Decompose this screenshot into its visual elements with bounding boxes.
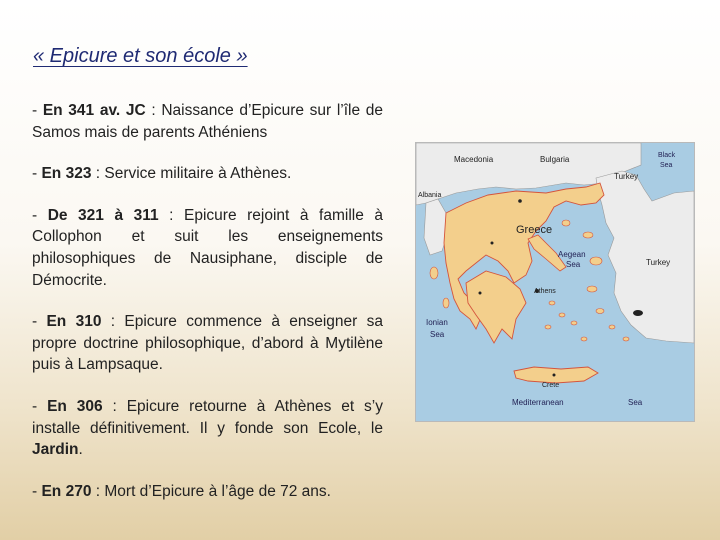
timeline-item <box>32 481 383 503</box>
timeline-prefix: - <box>32 165 42 183</box>
greece-map-svg <box>416 143 694 421</box>
label-ionian: Ionian <box>426 318 448 327</box>
timeline-text: : Mort d’Epicure à l’âge de 72 ans. <box>91 482 331 500</box>
page-title: « Epicure et son école » <box>33 45 248 67</box>
label-mediterranean-sea: Sea <box>628 398 643 407</box>
label-ionian-sea: Sea <box>430 330 445 339</box>
timeline-date: En 310 <box>46 313 102 331</box>
timeline-keyword: Jardin <box>32 441 79 459</box>
label-turkey-east: Turkey <box>646 258 671 267</box>
timeline-text: : Epicure rejoint à famille à Collophon et suit les enseignements philosophiques de Nausiphane, disciple de Démocrite. <box>32 206 383 289</box>
label-albania: Albania <box>418 192 442 199</box>
timeline-date: De 321 à 311 <box>47 206 159 224</box>
city-dot <box>518 199 522 203</box>
timeline-prefix: - <box>32 482 42 500</box>
timeline-prefix: - <box>32 206 48 224</box>
rhodes-marker <box>633 310 643 316</box>
island <box>623 337 629 341</box>
timeline-item <box>32 311 383 376</box>
timeline-item <box>32 163 383 185</box>
label-black-sea: Sea <box>660 162 673 169</box>
island <box>549 301 555 305</box>
timeline-date: En 323 <box>41 165 92 183</box>
ionian-island <box>443 298 449 308</box>
island <box>581 337 587 341</box>
label-greece: Greece <box>516 224 553 236</box>
label-black: Black <box>658 152 676 159</box>
label-turkey-north: Turkey <box>614 172 639 181</box>
timeline-item <box>32 205 383 291</box>
timeline-date: En 306 <box>47 397 103 415</box>
greece-map <box>415 142 695 422</box>
timeline-text: : Naissance d’Epicure sur l’île de Samos mais de parents Athéniens <box>32 102 383 141</box>
timeline-text: : Epicure retourne à Athènes et s’y installe définitivement. Il y fonde son Ecole, le <box>32 397 383 437</box>
label-athens: Athens <box>534 288 556 295</box>
corfu-island <box>430 267 438 279</box>
label-aegean: Aegean <box>558 250 586 259</box>
city-dot <box>553 374 556 377</box>
samos-island <box>596 309 604 314</box>
chios-island <box>587 286 597 292</box>
city-dot <box>479 292 482 295</box>
island <box>562 220 570 226</box>
timeline-prefix: - <box>32 397 48 415</box>
island <box>583 232 593 238</box>
crete-island <box>514 367 598 383</box>
timeline <box>32 100 383 522</box>
island <box>609 325 615 329</box>
label-mediterranean: Mediterranean <box>512 398 564 407</box>
label-macedonia: Macedonia <box>454 155 494 164</box>
timeline-text: : Service militaire à Athènes. <box>91 165 292 183</box>
island <box>559 313 565 317</box>
timeline-item <box>32 396 383 461</box>
label-aegean-sea: Sea <box>566 260 581 269</box>
timeline-prefix: - <box>32 313 47 331</box>
timeline-date: En 341 av. JC <box>42 102 146 119</box>
timeline-item <box>32 100 383 143</box>
label-crete: Crete <box>542 382 560 389</box>
timeline-date: En 270 <box>41 482 92 500</box>
city-dot <box>491 242 494 245</box>
label-bulgaria: Bulgaria <box>540 155 570 164</box>
timeline-text: : Epicure commence à enseigner sa propre doctrine philosophique, d’abord à Mytilène puis à Lampsaque. <box>32 313 384 374</box>
lesbos-island <box>590 257 602 265</box>
island <box>571 321 577 325</box>
timeline-prefix: - <box>32 102 43 119</box>
island <box>545 325 551 329</box>
timeline-suffix: . <box>78 441 83 459</box>
